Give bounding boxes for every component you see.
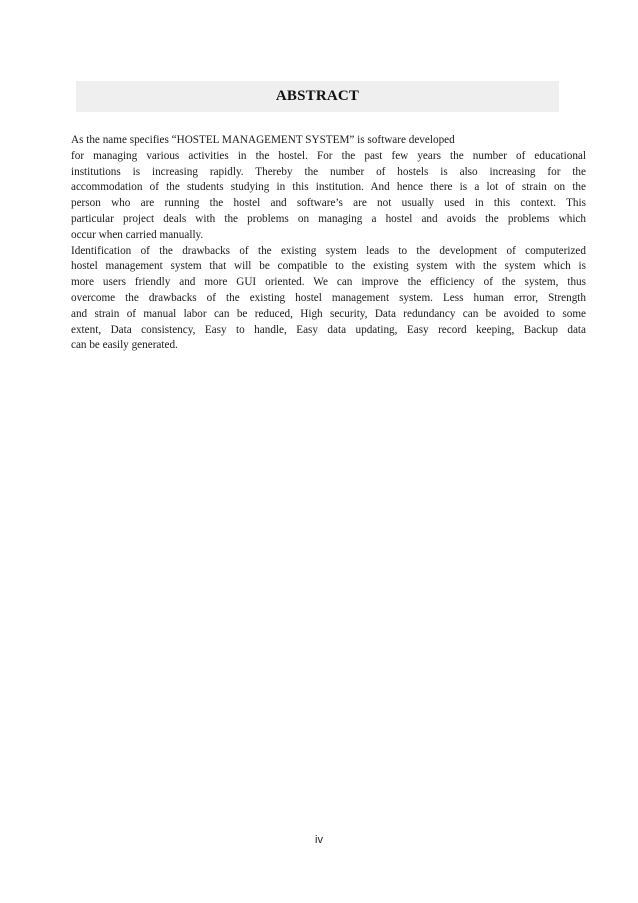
body-line: hostel management system that will be compatible to the existing system with the system which is: [71, 260, 586, 273]
body-line: extent, Data consistency, Easy to handle, Easy data updating, Easy record keeping, Backup data: [71, 323, 586, 336]
body-line: institutions is increasing rapidly. Thereby the number of hostels is also increasing for the: [71, 165, 586, 178]
abstract-heading: ABSTRACT: [275, 88, 360, 104]
abstract-heading-bar: [76, 81, 559, 112]
body-line: overcome the drawbacks of the existing hostel management system. Less human error, Strength: [71, 291, 586, 304]
body-line: occur when carried manually.: [71, 228, 204, 241]
body-line: Identification of the drawbacks of the existing system leads to the development of computerized: [71, 244, 586, 257]
body-line: and strain of manual labor can be reduced, High security, Data redundancy can be avoided to some: [71, 307, 586, 320]
body-line: more users friendly and more GUI oriented. We can improve the efficiency of the system, thus: [71, 276, 586, 289]
abstract-body: [71, 133, 586, 354]
body-line: particular project deals with the problems on managing a hostel and avoids the problems which: [71, 212, 586, 225]
body-line: As the name specifies “HOSTEL MANAGEMENT SYSTEM” is software developed: [71, 134, 455, 146]
body-line: can be easily generated.: [71, 339, 178, 352]
body-line: for managing various activities in the hostel. For the past few years the number of educational: [71, 149, 586, 162]
body-line: person who are running the hostel and software’s are not usually used in this context. This: [71, 197, 586, 210]
body-line: accommodation of the students studying in this institution. And hence there is a lot of strain on the: [71, 181, 586, 194]
page-number: iv: [315, 834, 323, 846]
